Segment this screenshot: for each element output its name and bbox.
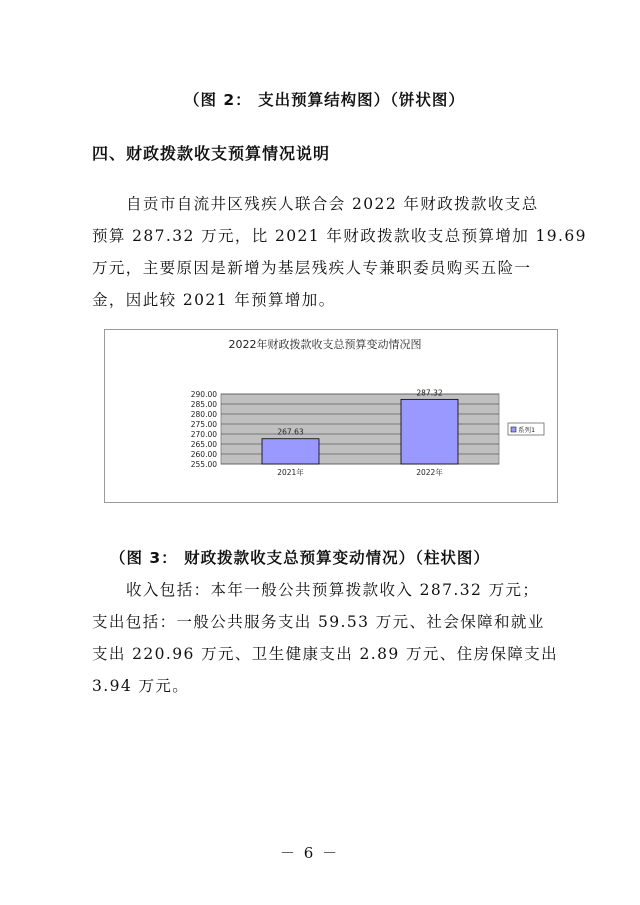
paragraph2-line4: 3.94 万元。 [92, 677, 190, 695]
bar [262, 439, 319, 464]
x-tick-label: 2021年 [277, 468, 304, 477]
paragraph1-line1: 自贡市自流井区残疾人联合会 2022 年财政拨款收支总 [126, 195, 539, 213]
y-tick-label: 260.00 [190, 450, 217, 459]
legend-label: 系列1 [518, 426, 536, 434]
paragraph1-line2: 预算 287.32 万元，比 2021 年财政拨款收支总预算增加 19.69 [92, 227, 587, 245]
paragraph2-line3: 支出 220.96 万元、卫生健康支出 2.89 万元、住房保障支出 [92, 645, 559, 663]
legend-swatch [511, 427, 516, 432]
chart-title: 2022年财政拨款收支总预算变动情况图 [228, 338, 422, 351]
x-tick-label: 2022年 [416, 468, 443, 477]
bar [401, 399, 458, 464]
y-tick-label: 270.00 [190, 430, 217, 439]
paragraph1-line3: 万元，主要原因是新增为基层残疾人专兼职委员购买五险一 [92, 259, 532, 277]
bar-chart [104, 329, 558, 503]
data-label: 267.63 [277, 427, 304, 437]
paragraph2-line2: 支出包括：一般公共服务支出 59.53 万元、社会保障和就业 [92, 613, 545, 631]
paragraph1-line4: 金，因此较 2021 年预算增加。 [92, 291, 336, 309]
y-tick-label: 285.00 [190, 400, 217, 409]
y-tick-label: 280.00 [190, 410, 217, 419]
section4-heading: 四、财政拨款收支预算情况说明 [92, 144, 331, 163]
figure2-caption: （图 2： 支出预算结构图）（饼状图） [184, 91, 465, 109]
y-tick-label: 290.00 [190, 390, 217, 399]
figure3-caption: （图 3： 财政拨款收支总预算变动情况）（柱状图） [110, 549, 490, 567]
paragraph2-line1: 收入包括：本年一般公共预算拨款收入 287.32 万元； [126, 581, 540, 599]
bar-chart-svg [105, 330, 557, 502]
data-label: 287.32 [416, 388, 443, 398]
y-tick-label: 255.00 [190, 460, 217, 469]
y-tick-label: 275.00 [190, 420, 217, 429]
page-number: － 6 － [280, 844, 340, 862]
y-tick-label: 265.00 [190, 440, 217, 449]
